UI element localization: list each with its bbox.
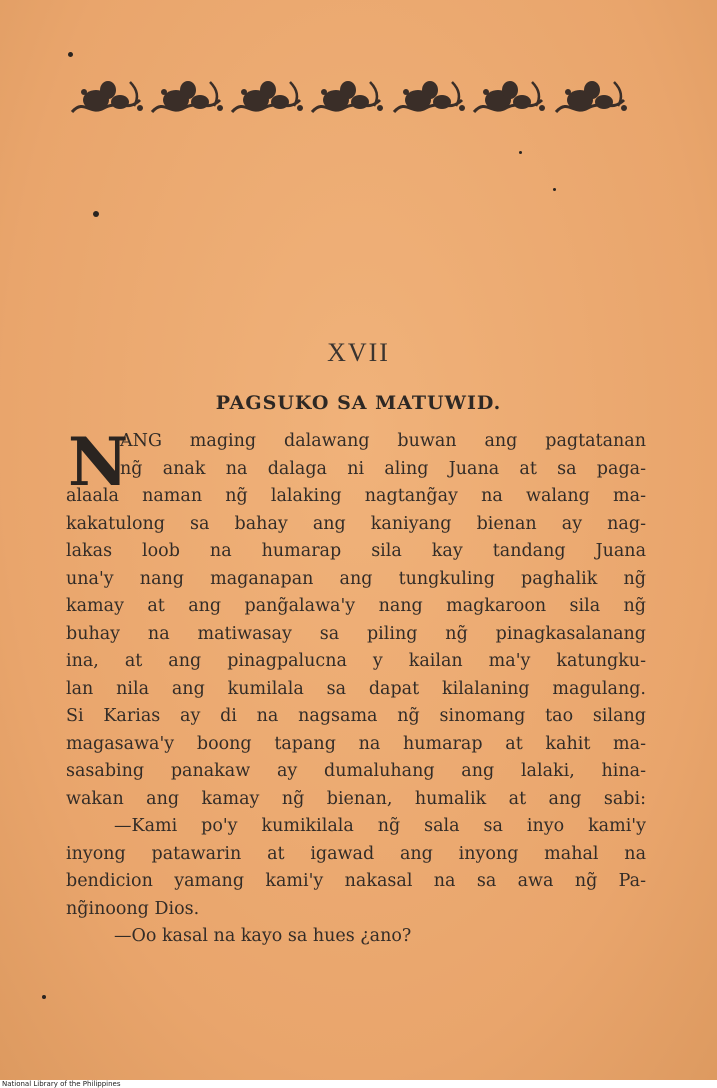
text-line: kamay at ang pang̃alawa'y nang magkaroon sila ng̃ — [66, 596, 646, 616]
text-line: kakatulong sa bahay ang kaniyang bienan ay nag- — [66, 513, 646, 534]
text-line: magasawa'y boong tapang na humarap at kahit ma- — [66, 733, 646, 754]
text-line: ANG maging dalawang buwan ang pagtatanan — [120, 431, 646, 451]
text-line: Si Karias ay di na nagsama ng̃ sinomang tao silang — [66, 706, 646, 726]
text-line: lan nila ang kumilala sa dapat kilalaning magulang. — [66, 678, 646, 699]
text-line: alaala naman ng̃ lalaking nagtang̃ay na walang ma- — [66, 486, 646, 506]
text-line: ng̃ anak na dalaga ni aling Juana at sa paga- — [120, 458, 646, 479]
text-line: —Oo kasal na kayo sa hues ¿ano? — [114, 926, 412, 946]
ink-speck — [68, 52, 73, 57]
chapter-body — [66, 423, 646, 951]
library-credit-text: National Library of the Philippines — [2, 1080, 121, 1088]
text-line: una'y nang maganapan ang tungkuling paghalik ng̃ — [66, 568, 646, 589]
text-line: —Kami po'y kumikilala ng̃ sala sa inyo kami'y — [114, 816, 646, 836]
text-line: wakan ang kamay ng̃ bienan, humalik at ang sabi: — [66, 788, 646, 809]
drop-cap: N — [68, 423, 129, 501]
text-line: bendicion yamang kami'y nakasal na sa awa ng̃ Pa- — [66, 871, 646, 891]
text-line: ina, at ang pinagpalucna y kailan ma'y katungku- — [66, 651, 646, 671]
text-line: buhay na matiwasay sa piling ng̃ pinagkasalanang — [66, 623, 646, 644]
text-line: inyong patawarin at igawad ang inyong mahal na — [66, 843, 646, 864]
library-credit — [0, 1080, 717, 1088]
ink-speck — [42, 995, 46, 999]
text-line: ng̃inoong Dios. — [66, 898, 200, 919]
text-line: sasabing panakaw ay dumaluhang ang lalaki, hina- — [66, 761, 646, 781]
ink-speck — [553, 188, 556, 191]
chapter-title: PAGSUKO SA MATUWID. — [215, 392, 502, 414]
floral-ornament-border — [70, 72, 645, 124]
chapter-number: XVII — [327, 338, 390, 367]
text-line: lakas loob na humarap sila kay tandang Juana — [66, 541, 646, 561]
ink-speck — [519, 151, 522, 154]
ink-speck — [93, 211, 99, 217]
